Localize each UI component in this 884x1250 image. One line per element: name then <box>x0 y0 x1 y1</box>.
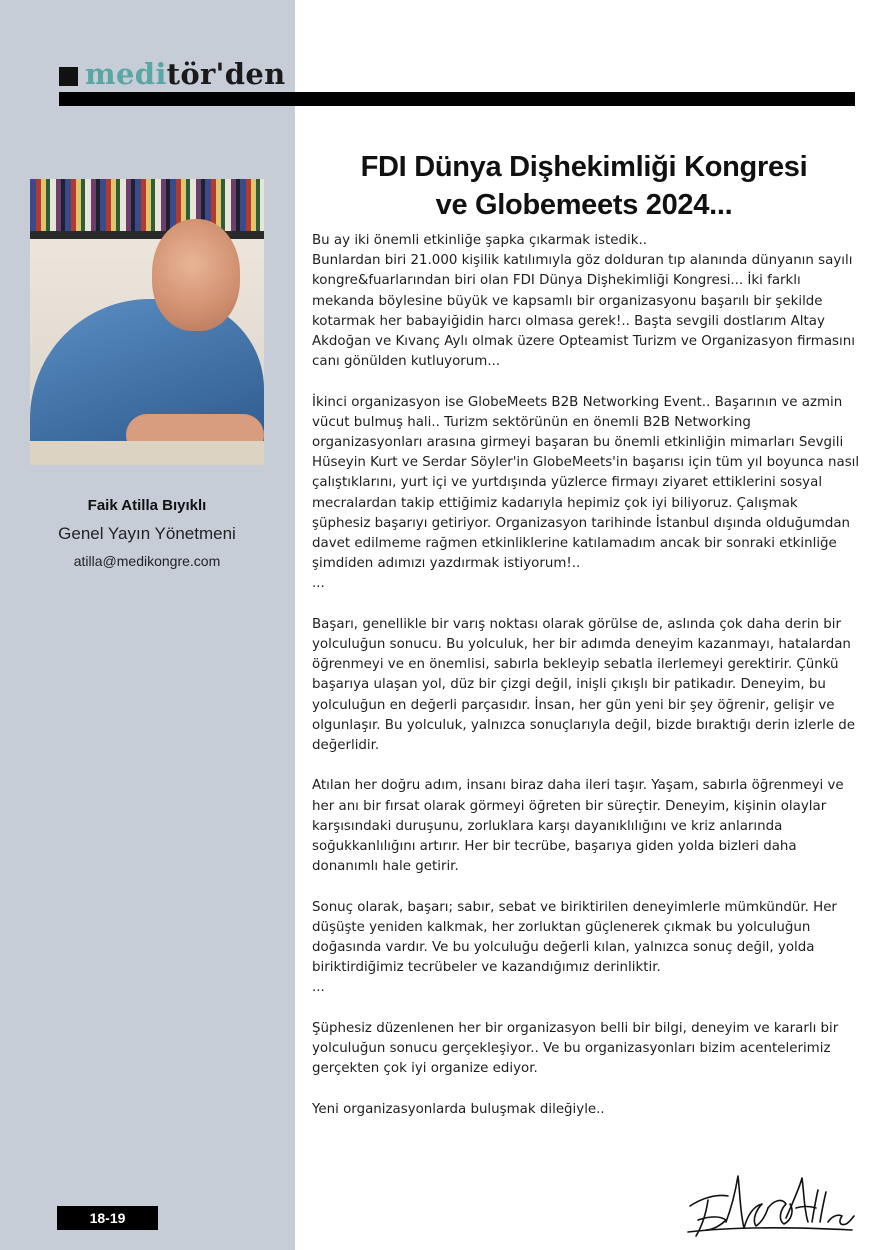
article-title <box>330 148 838 224</box>
article-paragraph: Başarı, genellikle bir varış noktası olarak görülse de, aslında çok daha derin bir yolculuğun sonucu. Bu yolculuk, her bir adımda deneyim kazanmayı, hatalardan öğrenmeyi ve en önemlisi, sabırla bekleyip sebatla ilerlemeyi gerektirir. Çünkü başarıya ulaşan yol, düz bir çizgi değil, inişli çıkışlı bir patikadır. Deneyim, bu yolculuğun en değerli parçasıdır. İnsan, her gün yeni bir şey öğrenir, gelişir ve olgunlaşır. Bu yolculuk, yalnızca sonuçlarıyla değil, bizde bıraktığı derin izlerle de değerlidir. <box>312 616 856 754</box>
article-paragraph: Yeni organizasyonlarda buluşmak dileğiyle.. <box>312 1101 605 1117</box>
article-paragraph: Şüphesiz düzenlenen her bir organizasyon belli bir bilgi, deneyim ve kararlı bir yolculuğun sonucu gerçekleşiyor.. Ve bu organizasyonları bizim acentelerimiz gerçekten çok iyi organize ediyor. <box>312 1020 839 1077</box>
section-title-rest: tör'den <box>166 57 286 91</box>
article-title-line-1: FDI Dünya Dişhekimliği Kongresi <box>360 151 808 183</box>
page-number-badge: 18-19 <box>57 1206 158 1230</box>
article-paragraph: Bu ay iki önemli etkinliğe şapka çıkarmak istedik.. Bunlardan biri 21.000 kişilik katılımıyla göz dolduran tıp alanında dünyanın sayılı kongre&fuarlarından biri olan FDI Dünya Dişhekimliği Kongresi... İki farklı mekanda böylesine büyük ve kapsamlı bir organizasyonu başarılı bir şekilde kotarmak her babayiğidin harcı olmasa gerek!.. Başta sevgili dostlarım Altay Akdoğan ve Kıvanç Aylı olmak üzere Opteamist Turizm ve Organizasyon firmasını canı gönülden kutluyorum... <box>312 233 855 370</box>
article-body <box>312 231 860 1140</box>
handwritten-signature <box>682 1170 858 1242</box>
author-head <box>152 219 240 331</box>
article-paragraph: Sonuç olarak, başarı; sabır, sebat ve biriktirilen deneyimlerle mümkündür. Her düşüşte yeniden kalkmak, her zorluktan güçlenerek çıkmak bu yolculuğun doğasında vardır. Ve bu yolculuğu değerli kılan, yalnızca sonuç değil, yolda biriktirdiğimiz tecrübeler ve kazandığımız derinliktir. ... <box>312 899 837 996</box>
bookshelf <box>30 179 264 237</box>
section-title <box>85 54 285 94</box>
section-title-accent: medi <box>85 57 167 91</box>
header-square-marker <box>59 67 78 86</box>
author-name: Faik Atilla Bıyıklı <box>87 497 207 514</box>
author-role: Genel Yayın Yönetmeni <box>58 524 236 543</box>
table-surface <box>30 441 264 465</box>
author-email-link[interactable]: atilla@medikongre.com <box>73 553 221 569</box>
header-rule <box>59 92 855 106</box>
article-paragraph: İkinci organizasyon ise GlobeMeets B2B Networking Event.. Başarının ve azmin vücut bulmuş hali.. Turizm sektörünün en önemli B2B Networking organizasyonları arasına girmeyi başaran bu önemli etkinliğin mimarları Sevgili Hüseyin Kurt ve Serdar Söyler'in GlobeMeets'in başarısı için tüm yıl boyunca nasıl çalıştıklarını, yurt içi ve yurtdışında yüzlerce firmayı ziyaret ettiklerini sosyal mecralardan takip ettiğimiz kadarıyla hepimiz çok iyi biliyoruz. Çalışmak şüphesiz başarıyı getiriyor. Organizasyon tarihinde İstanbul dışında olduğumdan davet edilmeme rağmen etkinliklerine katılamadım ancak bir sonraki etkinliğe şimdiden adımızı yazdırmak istiyorum!.. ... <box>312 394 860 592</box>
author-photo <box>30 179 264 465</box>
article-title-line-2: ve Globemeets 2024... <box>435 189 733 221</box>
article-paragraph: Atılan her doğru adım, insanı biraz daha ileri taşır. Yaşam, sabırla öğrenmeyi ve her anı bir fırsat olarak görmeyi öğreten bir süreçtir. Deneyim, kişinin olaylar karşısındaki duruşunu, zorluklara karşı dayanıklılığını ve kriz anlarında soğukkanlılığını artırır. Her bir tecrübe, başarıya giden yolda bizleri daha donanımlı hale getirir. <box>312 778 844 875</box>
